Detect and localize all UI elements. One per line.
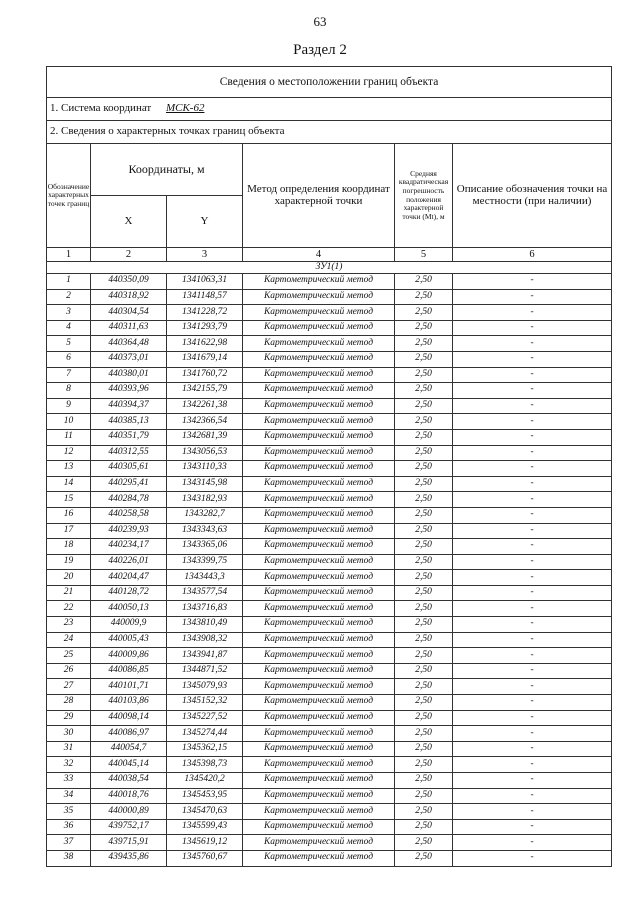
description-cell: - [453, 679, 612, 695]
method-cell: Картометрический метод [243, 539, 395, 555]
accuracy-cell: 2,50 [395, 648, 453, 664]
method-cell: Картометрический метод [243, 507, 395, 523]
description-cell: - [453, 710, 612, 726]
point-number-cell: 15 [47, 492, 91, 508]
x-coordinate-cell: 440018,76 [91, 788, 167, 804]
header-y: Y [167, 196, 243, 248]
point-number-cell: 34 [47, 788, 91, 804]
description-cell: - [453, 461, 612, 477]
table-row [47, 585, 612, 601]
table-row [47, 492, 612, 508]
accuracy-cell: 2,50 [395, 398, 453, 414]
accuracy-cell: 2,50 [395, 710, 453, 726]
method-cell: Картометрический метод [243, 383, 395, 399]
header-description: Описание обозначения точки на местности (при наличии) [453, 144, 612, 248]
method-cell: Картометрический метод [243, 679, 395, 695]
x-coordinate-cell: 440038,54 [91, 773, 167, 789]
accuracy-cell: 2,50 [395, 274, 453, 290]
description-cell: - [453, 414, 612, 430]
table-row [47, 601, 612, 617]
accuracy-cell: 2,50 [395, 788, 453, 804]
y-coordinate-cell: 1345599,43 [167, 819, 243, 835]
table-row [47, 507, 612, 523]
accuracy-cell: 2,50 [395, 289, 453, 305]
point-number-cell: 9 [47, 398, 91, 414]
description-cell: - [453, 819, 612, 835]
y-coordinate-cell: 1341760,72 [167, 367, 243, 383]
y-coordinate-cell: 1345420,2 [167, 773, 243, 789]
description-cell: - [453, 773, 612, 789]
method-cell: Картометрический метод [243, 570, 395, 586]
x-coordinate-cell: 439435,86 [91, 850, 167, 866]
accuracy-cell: 2,50 [395, 383, 453, 399]
point-number-cell: 32 [47, 757, 91, 773]
point-number-cell: 19 [47, 554, 91, 570]
point-number-cell: 1 [47, 274, 91, 290]
description-cell: - [453, 445, 612, 461]
y-coordinate-cell: 1341622,98 [167, 336, 243, 352]
point-number-cell: 8 [47, 383, 91, 399]
y-coordinate-cell: 1343145,98 [167, 476, 243, 492]
coord-system-row [47, 98, 612, 121]
x-coordinate-cell: 440204,47 [91, 570, 167, 586]
table-row [47, 679, 612, 695]
table-row [47, 414, 612, 430]
method-cell: Картометрический метод [243, 585, 395, 601]
y-coordinate-cell: 1343182,93 [167, 492, 243, 508]
table-row [47, 757, 612, 773]
table-row [47, 804, 612, 820]
method-cell: Картометрический метод [243, 398, 395, 414]
description-cell: - [453, 429, 612, 445]
method-cell: Картометрический метод [243, 819, 395, 835]
accuracy-cell: 2,50 [395, 617, 453, 633]
method-cell: Картометрический метод [243, 461, 395, 477]
description-cell: - [453, 507, 612, 523]
x-coordinate-cell: 440393,96 [91, 383, 167, 399]
y-coordinate-cell: 1345079,93 [167, 679, 243, 695]
header-accuracy: Средняя квадратическая погрешность положения характерной точки (Mt), м [395, 144, 453, 248]
point-number-cell: 11 [47, 429, 91, 445]
x-coordinate-cell: 440295,41 [91, 476, 167, 492]
table-row [47, 523, 612, 539]
column-number: 6 [453, 248, 612, 262]
y-coordinate-cell: 1343577,54 [167, 585, 243, 601]
y-coordinate-cell: 1343716,83 [167, 601, 243, 617]
table-row [47, 367, 612, 383]
table-row [47, 835, 612, 851]
point-number-cell: 27 [47, 679, 91, 695]
description-cell: - [453, 804, 612, 820]
x-coordinate-cell: 440304,54 [91, 305, 167, 321]
accuracy-cell: 2,50 [395, 773, 453, 789]
y-coordinate-cell: 1345453,95 [167, 788, 243, 804]
table-row [47, 663, 612, 679]
description-cell: - [453, 398, 612, 414]
x-coordinate-cell: 440009,86 [91, 648, 167, 664]
boundary-points-table [46, 66, 612, 867]
table-row [47, 648, 612, 664]
group-label: ЗУ1(1) [47, 262, 612, 274]
table-row [47, 819, 612, 835]
point-number-cell: 26 [47, 663, 91, 679]
point-number-cell: 29 [47, 710, 91, 726]
description-cell: - [453, 320, 612, 336]
accuracy-cell: 2,50 [395, 819, 453, 835]
point-number-cell: 28 [47, 695, 91, 711]
point-number-cell: 4 [47, 320, 91, 336]
x-coordinate-cell: 440305,61 [91, 461, 167, 477]
point-number-cell: 14 [47, 476, 91, 492]
x-coordinate-cell: 440098,14 [91, 710, 167, 726]
x-coordinate-cell: 440239,93 [91, 523, 167, 539]
table-row [47, 461, 612, 477]
column-number: 4 [243, 248, 395, 262]
description-cell: - [453, 757, 612, 773]
x-coordinate-cell: 440005,43 [91, 632, 167, 648]
y-coordinate-cell: 1343443,3 [167, 570, 243, 586]
x-coordinate-cell: 440364,48 [91, 336, 167, 352]
header-x: X [91, 196, 167, 248]
accuracy-cell: 2,50 [395, 336, 453, 352]
page-number: 63 [313, 14, 327, 29]
x-coordinate-cell: 440101,71 [91, 679, 167, 695]
accuracy-cell: 2,50 [395, 461, 453, 477]
x-coordinate-cell: 440226,01 [91, 554, 167, 570]
description-cell: - [453, 336, 612, 352]
y-coordinate-cell: 1342681,39 [167, 429, 243, 445]
y-coordinate-cell: 1344871,52 [167, 663, 243, 679]
y-coordinate-cell: 1341063,31 [167, 274, 243, 290]
table-row [47, 429, 612, 445]
point-number-cell: 3 [47, 305, 91, 321]
description-cell: - [453, 351, 612, 367]
header-point: Обозначение характерных точек границ [47, 144, 91, 248]
point-number-cell: 17 [47, 523, 91, 539]
point-number-cell: 10 [47, 414, 91, 430]
x-coordinate-cell: 440050,13 [91, 601, 167, 617]
accuracy-cell: 2,50 [395, 367, 453, 383]
x-coordinate-cell: 440380,01 [91, 367, 167, 383]
accuracy-cell: 2,50 [395, 351, 453, 367]
accuracy-cell: 2,50 [395, 585, 453, 601]
table-row [47, 632, 612, 648]
table-row [47, 695, 612, 711]
method-cell: Картометрический метод [243, 663, 395, 679]
x-coordinate-cell: 440284,78 [91, 492, 167, 508]
y-coordinate-cell: 1341679,14 [167, 351, 243, 367]
point-number-cell: 21 [47, 585, 91, 601]
method-cell: Картометрический метод [243, 274, 395, 290]
table-row [47, 726, 612, 742]
accuracy-cell: 2,50 [395, 492, 453, 508]
point-number-cell: 38 [47, 850, 91, 866]
description-cell: - [453, 554, 612, 570]
y-coordinate-cell: 1343282,7 [167, 507, 243, 523]
description-cell: - [453, 570, 612, 586]
y-coordinate-cell: 1345227,52 [167, 710, 243, 726]
accuracy-cell: 2,50 [395, 741, 453, 757]
method-cell: Картометрический метод [243, 429, 395, 445]
x-coordinate-cell: 440311,63 [91, 320, 167, 336]
accuracy-cell: 2,50 [395, 726, 453, 742]
method-cell: Картометрический метод [243, 726, 395, 742]
coord-system-label: 1. Система координат [50, 102, 152, 115]
x-coordinate-cell: 440045,14 [91, 757, 167, 773]
method-cell: Картометрический метод [243, 850, 395, 866]
description-cell: - [453, 383, 612, 399]
y-coordinate-cell: 1342366,54 [167, 414, 243, 430]
method-cell: Картометрический метод [243, 741, 395, 757]
x-coordinate-cell: 440318,92 [91, 289, 167, 305]
accuracy-cell: 2,50 [395, 539, 453, 555]
y-coordinate-cell: 1343110,33 [167, 461, 243, 477]
accuracy-cell: 2,50 [395, 523, 453, 539]
accuracy-cell: 2,50 [395, 757, 453, 773]
description-cell: - [453, 726, 612, 742]
method-cell: Картометрический метод [243, 648, 395, 664]
method-cell: Картометрический метод [243, 632, 395, 648]
description-cell: - [453, 539, 612, 555]
y-coordinate-cell: 1343365,06 [167, 539, 243, 555]
table-row [47, 398, 612, 414]
y-coordinate-cell: 1345152,32 [167, 695, 243, 711]
x-coordinate-cell: 440103,86 [91, 695, 167, 711]
accuracy-cell: 2,50 [395, 804, 453, 820]
x-coordinate-cell: 440394,37 [91, 398, 167, 414]
accuracy-cell: 2,50 [395, 429, 453, 445]
table-row [47, 336, 612, 352]
method-cell: Картометрический метод [243, 289, 395, 305]
method-cell: Картометрический метод [243, 320, 395, 336]
y-coordinate-cell: 1342155,79 [167, 383, 243, 399]
description-cell: - [453, 305, 612, 321]
point-number-cell: 35 [47, 804, 91, 820]
point-number-cell: 12 [47, 445, 91, 461]
table-row [47, 320, 612, 336]
y-coordinate-cell: 1341228,72 [167, 305, 243, 321]
y-coordinate-cell: 1341293,79 [167, 320, 243, 336]
accuracy-cell: 2,50 [395, 695, 453, 711]
table-row [47, 305, 612, 321]
description-cell: - [453, 523, 612, 539]
y-coordinate-cell: 1345362,15 [167, 741, 243, 757]
table-row [47, 710, 612, 726]
method-cell: Картометрический метод [243, 835, 395, 851]
method-cell: Картометрический метод [243, 788, 395, 804]
description-cell: - [453, 601, 612, 617]
x-coordinate-cell: 439715,91 [91, 835, 167, 851]
table-row [47, 617, 612, 633]
description-cell: - [453, 367, 612, 383]
point-number-cell: 33 [47, 773, 91, 789]
point-number-cell: 24 [47, 632, 91, 648]
accuracy-cell: 2,50 [395, 850, 453, 866]
column-number: 3 [167, 248, 243, 262]
y-coordinate-cell: 1343343,63 [167, 523, 243, 539]
point-number-cell: 7 [47, 367, 91, 383]
table-title: Сведения о местоположении границ объекта [47, 67, 612, 98]
method-cell: Картометрический метод [243, 617, 395, 633]
column-numbers-row [47, 248, 612, 262]
y-coordinate-cell: 1341148,57 [167, 289, 243, 305]
point-number-cell: 30 [47, 726, 91, 742]
description-cell: - [453, 835, 612, 851]
accuracy-cell: 2,50 [395, 414, 453, 430]
x-coordinate-cell: 440000,89 [91, 804, 167, 820]
method-cell: Картометрический метод [243, 351, 395, 367]
table-row [47, 476, 612, 492]
accuracy-cell: 2,50 [395, 632, 453, 648]
description-cell: - [453, 695, 612, 711]
accuracy-cell: 2,50 [395, 476, 453, 492]
y-coordinate-cell: 1343056,53 [167, 445, 243, 461]
y-coordinate-cell: 1345619,12 [167, 835, 243, 851]
column-number: 2 [91, 248, 167, 262]
x-coordinate-cell: 440351,79 [91, 429, 167, 445]
method-cell: Картометрический метод [243, 414, 395, 430]
y-coordinate-cell: 1343908,32 [167, 632, 243, 648]
section-title: Раздел 2 [293, 42, 347, 58]
accuracy-cell: 2,50 [395, 445, 453, 461]
method-cell: Картометрический метод [243, 773, 395, 789]
x-coordinate-cell: 439752,17 [91, 819, 167, 835]
x-coordinate-cell: 440009,9 [91, 617, 167, 633]
description-cell: - [453, 289, 612, 305]
y-coordinate-cell: 1343810,49 [167, 617, 243, 633]
table-row [47, 445, 612, 461]
point-number-cell: 2 [47, 289, 91, 305]
description-cell: - [453, 850, 612, 866]
x-coordinate-cell: 440312,55 [91, 445, 167, 461]
y-coordinate-cell: 1342261,38 [167, 398, 243, 414]
y-coordinate-cell: 1343941,87 [167, 648, 243, 664]
header-method: Метод определения координат характерной точки [243, 144, 395, 248]
method-cell: Картометрический метод [243, 757, 395, 773]
method-cell: Картометрический метод [243, 336, 395, 352]
table-row [47, 570, 612, 586]
method-cell: Картометрический метод [243, 601, 395, 617]
point-number-cell: 16 [47, 507, 91, 523]
accuracy-cell: 2,50 [395, 679, 453, 695]
accuracy-cell: 2,50 [395, 663, 453, 679]
table-row [47, 554, 612, 570]
description-cell: - [453, 648, 612, 664]
x-coordinate-cell: 440234,17 [91, 539, 167, 555]
points-info-heading: 2. Сведения о характерных точках границ объекта [47, 121, 612, 144]
accuracy-cell: 2,50 [395, 507, 453, 523]
x-coordinate-cell: 440373,01 [91, 351, 167, 367]
y-coordinate-cell: 1345470,63 [167, 804, 243, 820]
method-cell: Картометрический метод [243, 523, 395, 539]
method-cell: Картометрический метод [243, 492, 395, 508]
coord-system-value: МСК-62 [165, 102, 205, 115]
method-cell: Картометрический метод [243, 804, 395, 820]
table-row [47, 289, 612, 305]
description-cell: - [453, 788, 612, 804]
y-coordinate-cell: 1343399,75 [167, 554, 243, 570]
y-coordinate-cell: 1345274,44 [167, 726, 243, 742]
accuracy-cell: 2,50 [395, 305, 453, 321]
method-cell: Картометрический метод [243, 476, 395, 492]
header-coords: Координаты, м [91, 144, 243, 196]
point-number-cell: 22 [47, 601, 91, 617]
description-cell: - [453, 663, 612, 679]
table-row [47, 539, 612, 555]
point-number-cell: 36 [47, 819, 91, 835]
point-number-cell: 25 [47, 648, 91, 664]
point-number-cell: 13 [47, 461, 91, 477]
y-coordinate-cell: 1345760,67 [167, 850, 243, 866]
column-number: 5 [395, 248, 453, 262]
method-cell: Картометрический метод [243, 367, 395, 383]
point-number-cell: 37 [47, 835, 91, 851]
point-number-cell: 18 [47, 539, 91, 555]
accuracy-cell: 2,50 [395, 320, 453, 336]
point-number-cell: 6 [47, 351, 91, 367]
description-cell: - [453, 617, 612, 633]
table-row [47, 274, 612, 290]
description-cell: - [453, 741, 612, 757]
table-row [47, 383, 612, 399]
x-coordinate-cell: 440258,58 [91, 507, 167, 523]
table-row [47, 351, 612, 367]
x-coordinate-cell: 440086,97 [91, 726, 167, 742]
table-row [47, 788, 612, 804]
description-cell: - [453, 492, 612, 508]
point-number-cell: 5 [47, 336, 91, 352]
description-cell: - [453, 585, 612, 601]
point-number-cell: 31 [47, 741, 91, 757]
accuracy-cell: 2,50 [395, 601, 453, 617]
column-number: 1 [47, 248, 91, 262]
description-cell: - [453, 274, 612, 290]
y-coordinate-cell: 1345398,73 [167, 757, 243, 773]
x-coordinate-cell: 440054,7 [91, 741, 167, 757]
accuracy-cell: 2,50 [395, 554, 453, 570]
accuracy-cell: 2,50 [395, 570, 453, 586]
accuracy-cell: 2,50 [395, 835, 453, 851]
table-row [47, 741, 612, 757]
method-cell: Картометрический метод [243, 695, 395, 711]
x-coordinate-cell: 440086,85 [91, 663, 167, 679]
method-cell: Картометрический метод [243, 710, 395, 726]
x-coordinate-cell: 440385,13 [91, 414, 167, 430]
x-coordinate-cell: 440350,09 [91, 274, 167, 290]
description-cell: - [453, 632, 612, 648]
method-cell: Картометрический метод [243, 554, 395, 570]
method-cell: Картометрический метод [243, 305, 395, 321]
method-cell: Картометрический метод [243, 445, 395, 461]
table-row [47, 850, 612, 866]
x-coordinate-cell: 440128,72 [91, 585, 167, 601]
point-number-cell: 23 [47, 617, 91, 633]
point-number-cell: 20 [47, 570, 91, 586]
description-cell: - [453, 476, 612, 492]
table-row [47, 773, 612, 789]
